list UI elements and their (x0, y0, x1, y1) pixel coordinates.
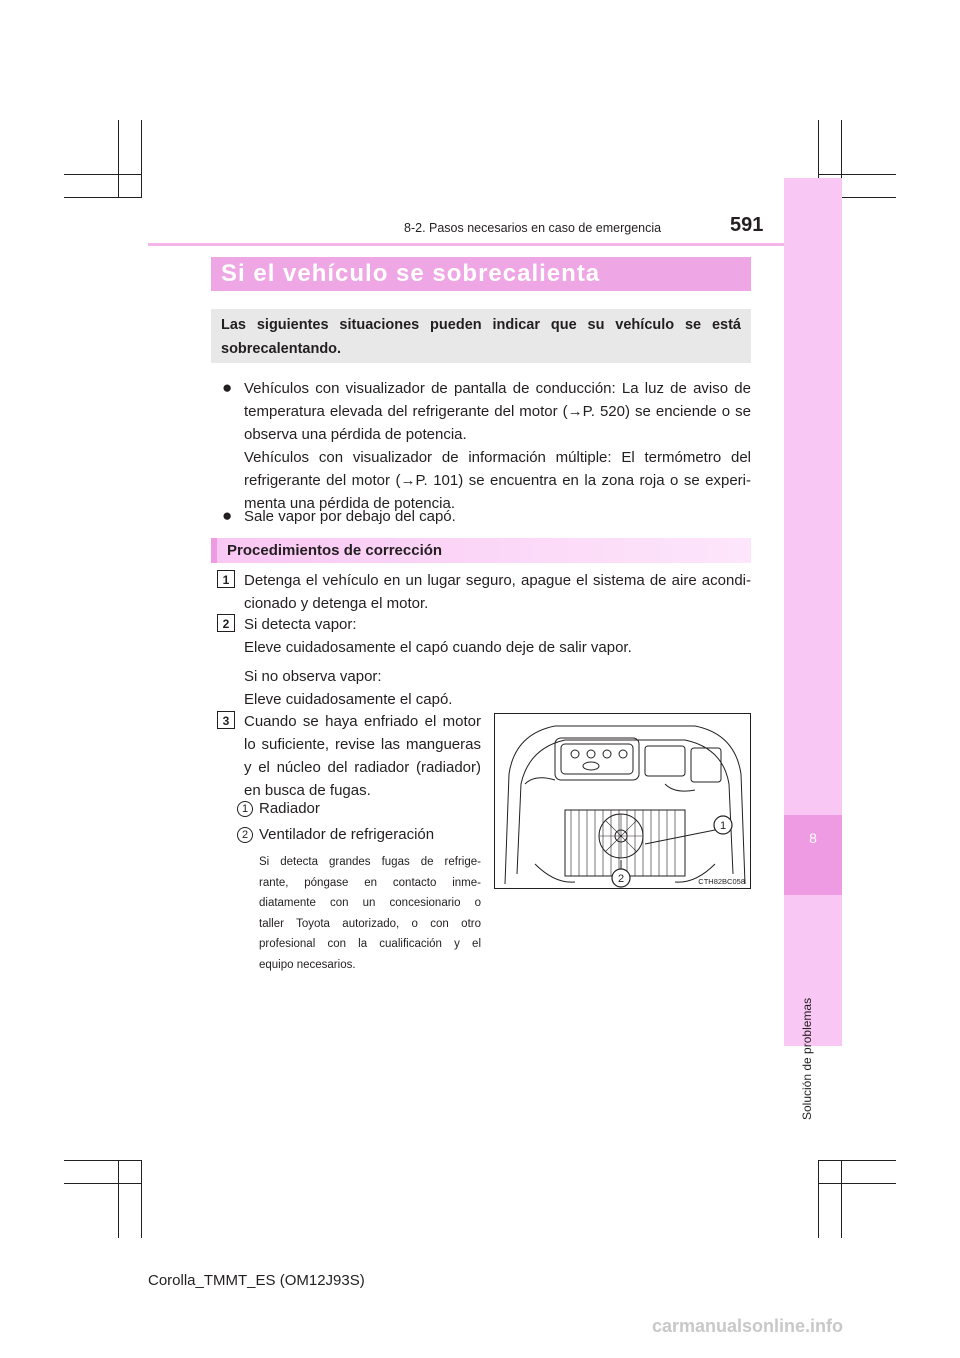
footer-text: Corolla_TMMT_ES (OM12J93S) (148, 1272, 365, 1289)
text-line: Cuando se haya enfriado el motor (244, 713, 481, 730)
text-line: Eleve cuidadosamente el capó cuando deje de salir vapor. (244, 639, 632, 656)
crop-mark (841, 1160, 842, 1238)
step-paragraph (244, 569, 751, 615)
text-line: profesional con la cualificación y el (259, 938, 481, 950)
text-line: lo suficiente, revise las mangueras (244, 736, 481, 753)
text-line: cionado y detenga el motor. (244, 595, 429, 612)
watermark: carmanualsonline.info (652, 1316, 844, 1336)
bullet-icon: ● (222, 506, 233, 525)
section-header: 8-2. Pasos necesarios en caso de emergencia (404, 221, 662, 235)
step-number-box: 2 (217, 614, 235, 632)
text-line: Si no observa vapor: (244, 668, 382, 685)
text-line: refrigerante del motor (→P. 101) se encuentra en la zona roja o se experi- (244, 472, 751, 489)
text-line: Si detecta grandes fugas de refrige- (259, 856, 481, 868)
text-line: diatamente con un concesionario o (259, 897, 481, 909)
intro-line: sobrecalentando. (221, 341, 342, 357)
text-line: observa una pérdida de potencia. (244, 426, 467, 443)
engine-bay-drawing (495, 714, 751, 889)
crop-mark (64, 174, 142, 175)
image-code: CTH82BC058 (698, 877, 745, 886)
step-paragraph (244, 665, 751, 711)
page-title: Si el vehículo se sobrecalienta (211, 257, 751, 291)
step-paragraph (244, 710, 481, 802)
text-line: rante, póngase en contacto inme- (259, 876, 481, 889)
page-number: 591 (730, 214, 764, 236)
text-line: y el núcleo del radiador (radiador) (244, 759, 481, 776)
bullet-icon: ● (222, 378, 233, 397)
bullet-paragraph (244, 377, 751, 515)
step-number-box: 3 (217, 711, 235, 729)
callout-number: 2 (237, 827, 253, 843)
text-line: Si detecta vapor: (244, 616, 357, 633)
text-line: menta una pérdida de potencia. (244, 495, 455, 512)
callout-label: Ventilador de refrigeración (259, 826, 435, 843)
text-line: Detenga el vehículo en un lugar seguro, apague el sistema de aire acondi- (244, 572, 751, 589)
intro-box (211, 309, 751, 363)
text-line: Eleve cuidadosamente el capó. (244, 691, 453, 708)
chapter-tab (784, 815, 842, 895)
step-paragraph (244, 613, 751, 659)
text-line: en busca de fugas. (244, 782, 371, 799)
marker-1: 1 (719, 820, 727, 832)
crop-mark (818, 1160, 819, 1238)
text-line: Vehículos con visualizador de pantalla de conducción: La luz de aviso de (244, 380, 751, 397)
chapter-sidebar (784, 178, 842, 1046)
bullet-paragraph (244, 505, 751, 528)
text-line: taller Toyota autorizado, o con otro (259, 917, 481, 930)
engine-bay-illustration (494, 713, 751, 889)
step-number-box: 1 (217, 570, 235, 588)
crop-mark (64, 197, 142, 198)
crop-mark (118, 1160, 119, 1238)
crop-mark (818, 1183, 896, 1184)
header-rule (148, 243, 784, 246)
crop-mark (818, 1160, 896, 1161)
crop-mark (118, 120, 119, 198)
text-line: temperatura elevada del refrigerante del motor (→P. 520) se enciende o se (244, 403, 751, 420)
text-line: Vehículos con visualizador de información múltiple: El termómetro del (244, 449, 751, 466)
crop-mark (818, 174, 896, 175)
intro-line: Las siguientes situaciones pueden indicar que su vehículo se está (221, 317, 741, 333)
marker-2: 2 (617, 873, 625, 885)
callout-number: 1 (237, 801, 253, 817)
procedures-heading: Procedimientos de corrección (211, 538, 751, 563)
callout-label: Radiador (259, 800, 320, 817)
crop-mark (64, 1160, 142, 1161)
crop-mark (141, 120, 142, 198)
chapter-label: Solución de problemas (800, 997, 814, 1120)
text-line: equipo necesarios. (259, 958, 356, 971)
chapter-number: 8 (809, 830, 817, 846)
crop-mark (141, 1160, 142, 1238)
text-line: Sale vapor por debajo del capó. (244, 508, 456, 525)
note-paragraph (259, 852, 481, 975)
crop-mark (64, 1183, 142, 1184)
